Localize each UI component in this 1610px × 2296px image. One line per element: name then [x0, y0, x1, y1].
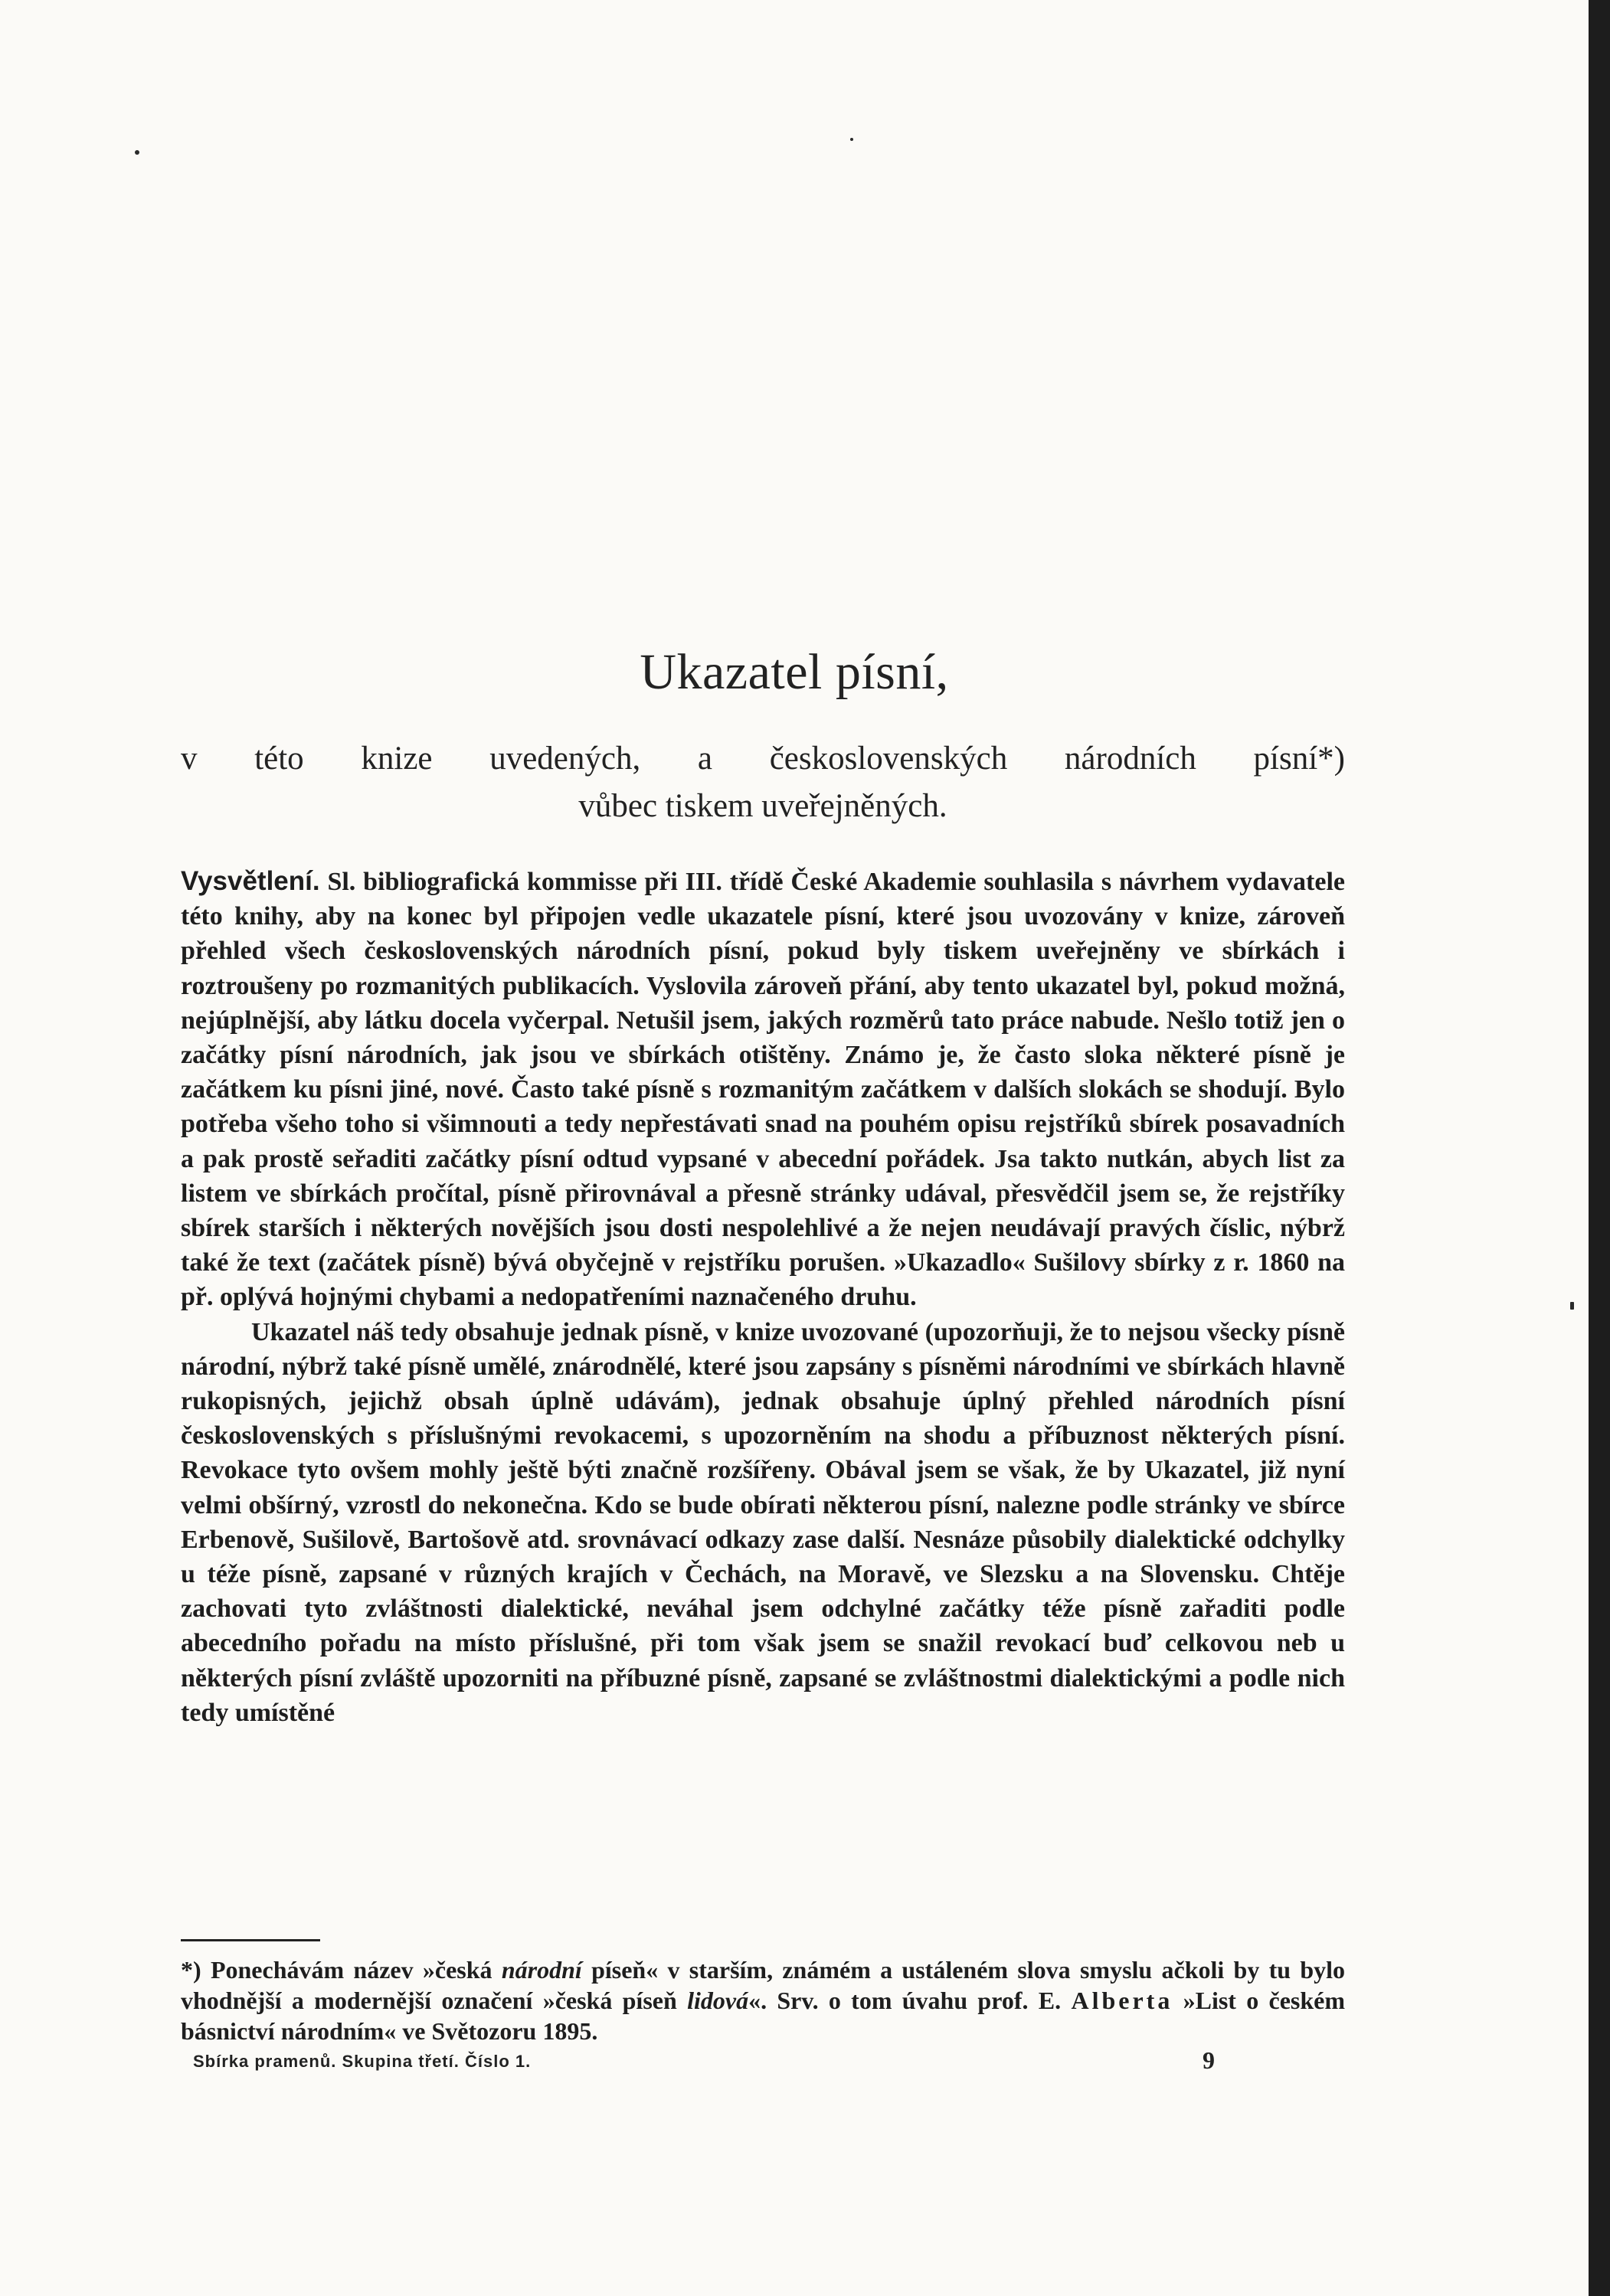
subtitle-line-2: vůbec tiskem uveřejněných.: [578, 788, 947, 824]
scan-speck: [135, 150, 139, 155]
signature-mark: 9: [1203, 2046, 1215, 2074]
subtitle: [181, 735, 1345, 830]
footnote-italic-2: lidová: [687, 1987, 749, 2014]
paragraph-1-text: Sl. bibliografická kommisse při III. třídě České Akademie souhlasila s návrhem vydavatele této knihy, aby na konec byl připojen vedle ukazatele písní, které jsou uvozovány v knize, zároveň přehled všech československých národních písní, pokud byly tiskem uveřejněny ve sbírkách i roztroušeny po rozmanitých publikacích. Vyslovila zároveň přání, aby tento ukazatel byl, pokud možná, nejúplnější, aby látku docela vyčerpal. Netušil jsem, jakých rozměrů tato práce nabude. Nešlo totiž jen o začátky písní národních, jak jsou ve sbírkách otištěny. Známo je, že často sloka některé písně je začátkem ku písni jiné, nové. Často také písně s rozmanitým začátkem v dalších slokách se shodují. Bylo potřeba všeho toho si všimnouti a tedy nepřestávati snad na pouhém opisu rejstříků sbírek posavadních a pak prostě seřaditi začátky písní odtud vypsané v abecední pořádek. Jsa takto nutkán, abych list za listem ve sbírkách pročítal, písně přirovnával a přesně stránky udával, přesvědčil jsem se, že rejstříky sbírek starších i některých novějších jsou dosti nespolehlivé a že nejen neudávají pravých číslic, nýbrž také že text (začátek písně) bývá obyčejně v rejstříku porušen. »Ukazadlo« Sušilovy sbírky z r. 1860 na př. oplývá hojnými chybami a nedopatřeními naznačeného druhu.: [181, 868, 1345, 1312]
footnote-italic-1: národní: [501, 1956, 582, 1984]
footnote-mark: *): [181, 1956, 201, 1984]
footnote: [181, 1954, 1345, 2046]
subtitle-line-1: v této knize uvedených, a československých národních písní*): [181, 741, 1345, 777]
scan-speck: [850, 138, 853, 141]
footnote-author: Alberta: [1071, 1987, 1173, 2014]
section-heading: Vysvětlení.: [181, 866, 320, 896]
footnote-text-2: píseň« v starším, známém a ustáleném slova smyslu ačkoli by tu bylo vhodnější a modernější označení »česká píseň: [181, 1956, 1346, 2014]
body-text: [181, 864, 1345, 1730]
scan-edge: [1589, 0, 1610, 2296]
series-line: Sbírka pramenů. Skupina třetí. Číslo 1.: [193, 2052, 532, 2071]
footnote-text-1: Ponechávám název »česká: [210, 1956, 492, 1984]
footnote-divider: [181, 1939, 320, 1941]
scan-speck: [1570, 1302, 1574, 1310]
paragraph-1: [181, 864, 1345, 1315]
footnote-text-3: «. Srv. o tom úvahu prof. E.: [748, 1987, 1062, 2014]
page-title: Ukazatel písní,: [640, 644, 949, 700]
paragraph-2: Ukazatel náš tedy obsahuje jednak písně, v knize uvozované (upozorňuji, že to nejsou všecky písně národní, nýbrž také písně umělé, znárodnělé, které jsou zapsány s písněmi národními ve sbírkách hlavně rukopisných, jejichž obsah úplně udávám), jednak obsahuje úplný přehled národních písní československých s příslušnými revokacemi, s upozorněním na shodu a příbuznost některých písní. Revokace tyto ovšem mohly ještě býti značně rozšířeny. Obával jsem se však, že by Ukazatel, již nyní velmi obšírný, vzrostl do nekonečna. Kdo se bude obírati některou písní, nalezne podle stránky ve sbírce Erbenově, Sušilově, Bartošově atd. srovnávací odkazy zase další. Nesnáze působily dialektické odchylky u téže písně, zapsané v různých krajích v Čechách, na Moravě, ve Slezsku a na Slovensku. Chtěje zachovati tyto zvláštnosti dialektické, neváhal jsem odchylné začátky téže písně zařaditi podle abecedního pořadu na místo příslušné, při tom však jsem se snažil revokací buď celkovou neb u některých písní zvláště upozorniti na příbuzné písně, zapsané se zvláštnostmi dialektickými a podle nich tedy umístěné: [181, 1317, 1345, 1727]
footnote-text-4: »List o českém básnictví národním« ve Světozoru 1895.: [181, 1987, 1346, 2045]
